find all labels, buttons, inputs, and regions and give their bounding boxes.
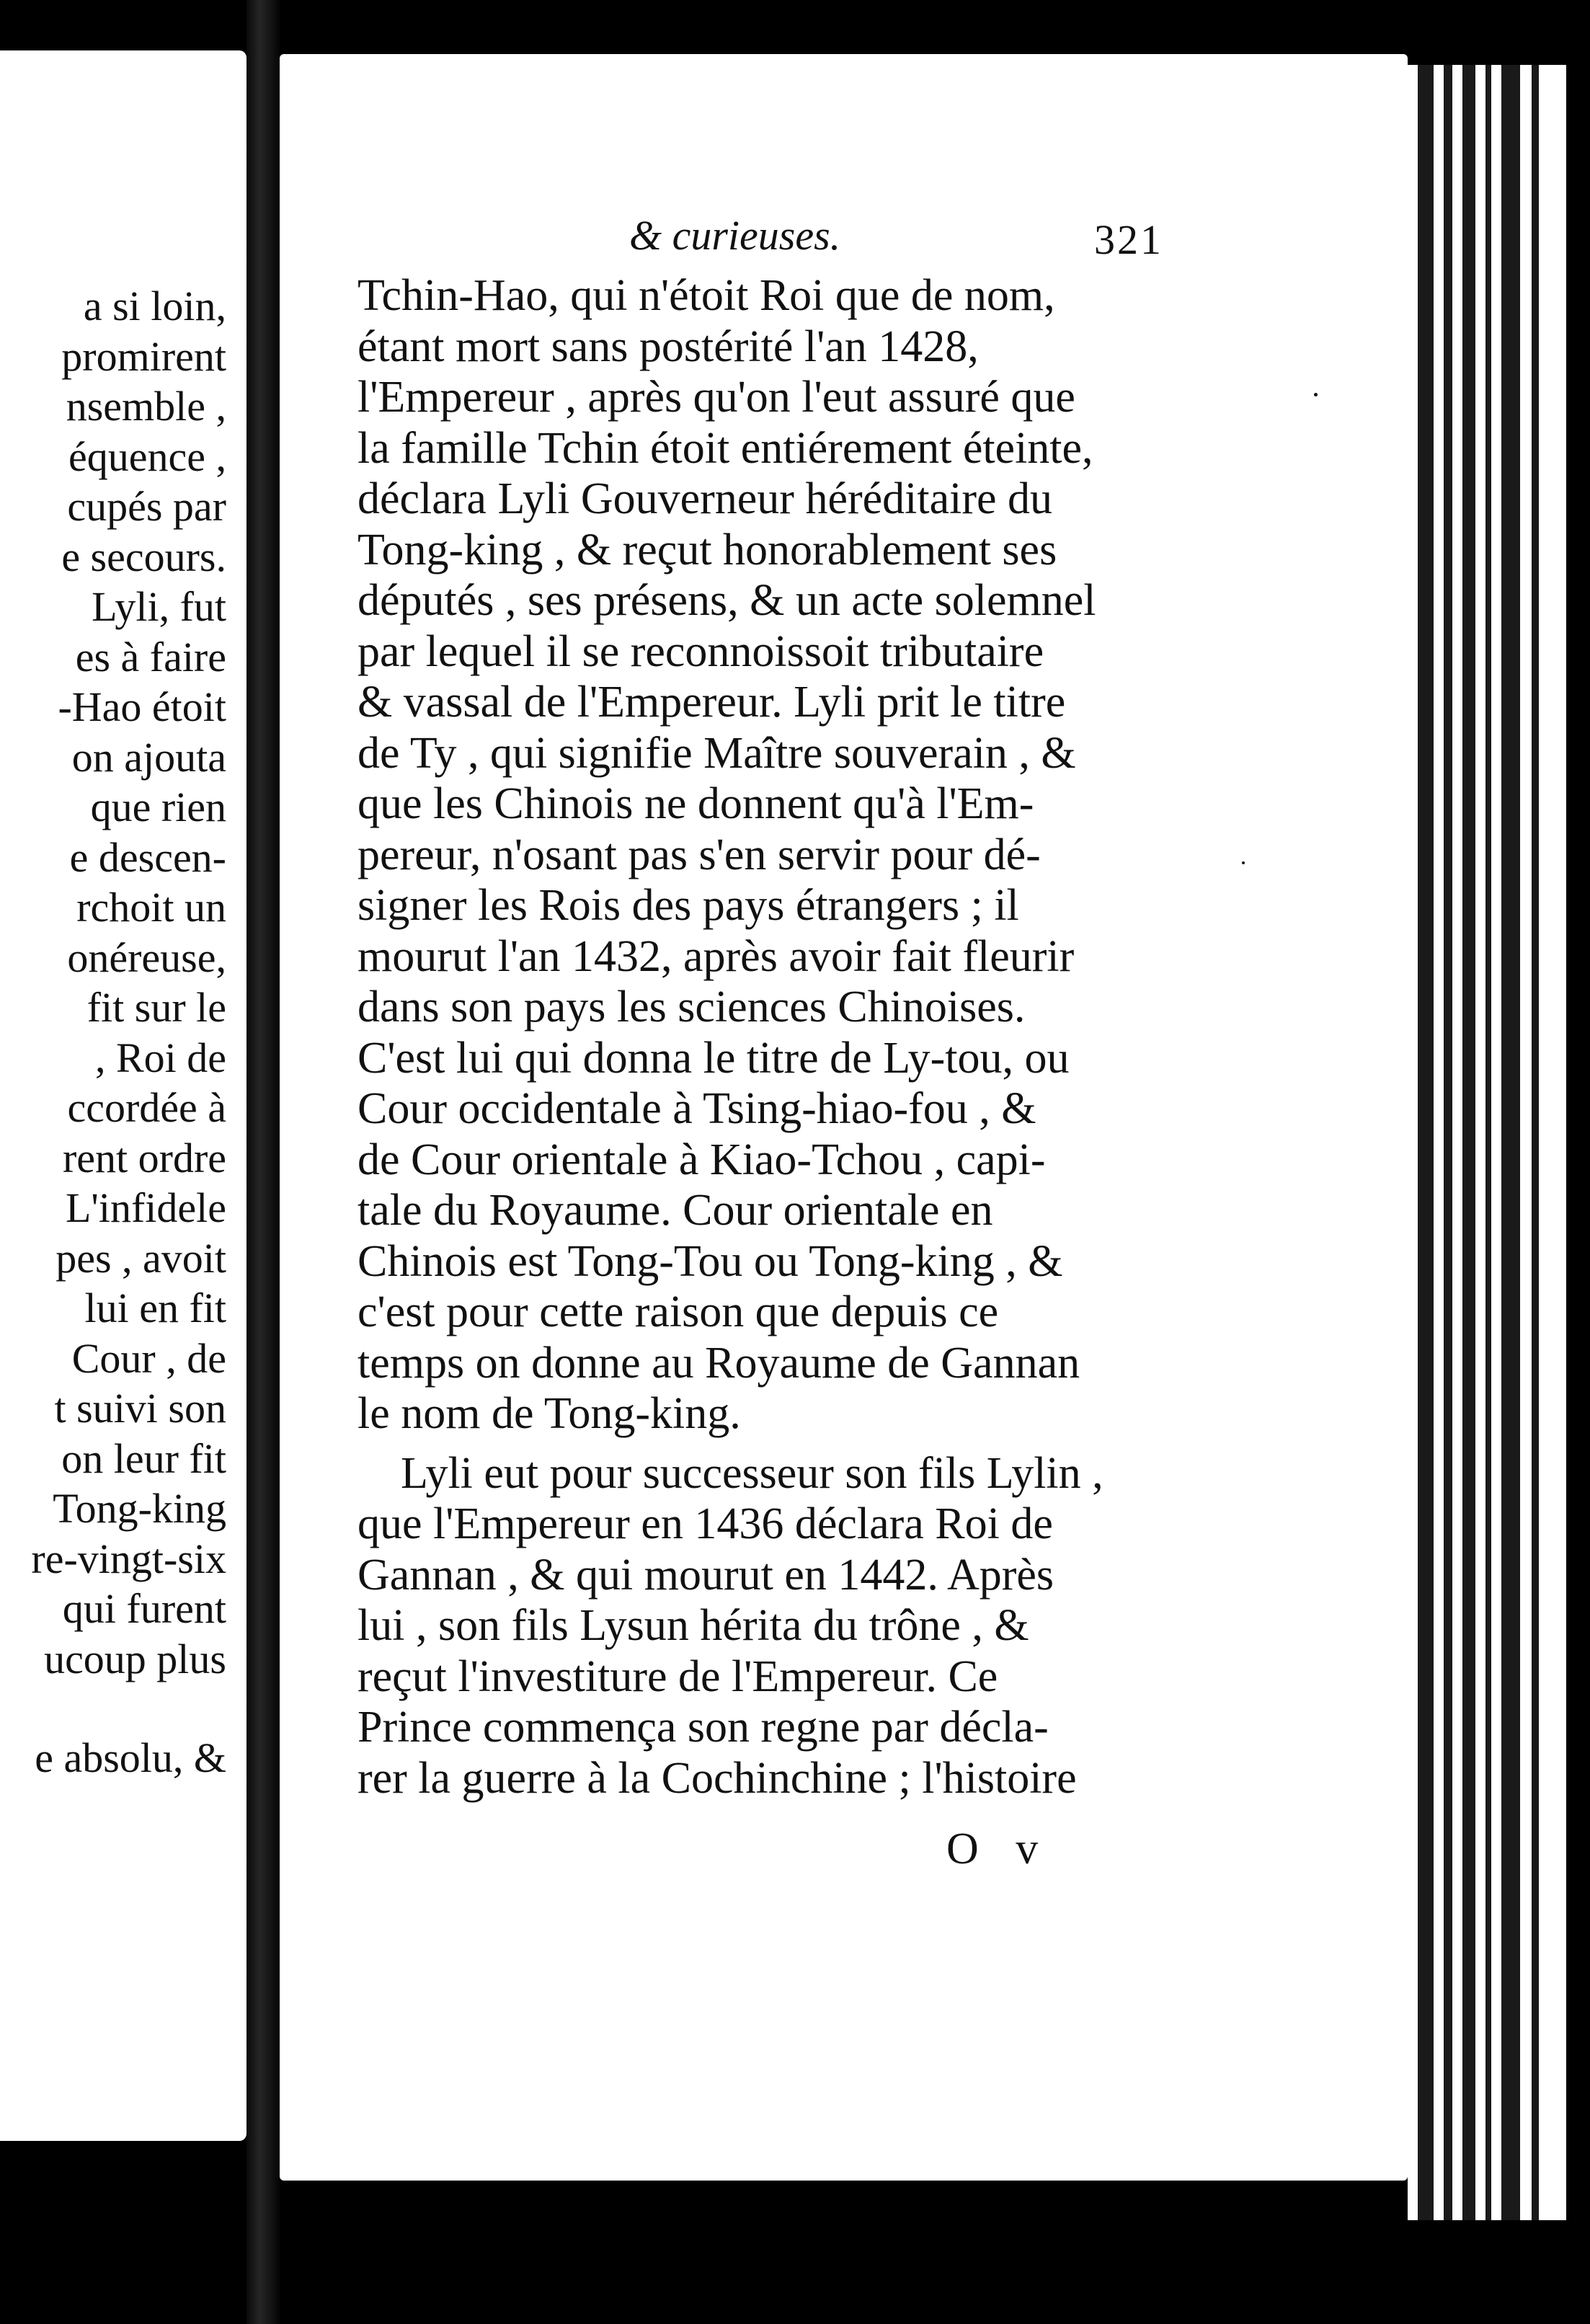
left-line: ccordée à	[67, 1084, 226, 1131]
text-line: le nom de Tong-king.	[357, 1389, 741, 1438]
left-line: -Hao étoit	[58, 683, 226, 730]
text-line: Prince commença son regne par décla-	[357, 1703, 1049, 1752]
left-line: t suivi son	[54, 1385, 226, 1432]
text-line: reçut l'investiture de l'Empereur. Ce	[357, 1651, 998, 1701]
page-edges	[1408, 65, 1566, 2220]
left-line: onéreuse,	[67, 933, 226, 981]
text-line: de Ty , qui signifie Maître souverain , &	[357, 728, 1076, 778]
text-line: Gannan , & qui mourut en 1442. Après	[357, 1550, 1054, 1600]
left-line: Cour , de	[71, 1334, 226, 1382]
left-line: rchoit un	[76, 884, 226, 931]
text-line: Chinois est Tong-Tou ou Tong-king , &	[357, 1236, 1063, 1286]
text-line: étant mort sans postérité l'an 1428,	[357, 321, 979, 371]
edge-band	[1462, 65, 1475, 2220]
text-line: signer les Rois des pays étrangers ; il	[357, 881, 1019, 930]
speck	[1242, 861, 1245, 864]
text-line: c'est pour cette raison que depuis ce	[357, 1287, 999, 1336]
edge-band	[1418, 65, 1434, 2220]
edge-band	[1444, 65, 1452, 2220]
text-line: Tchin-Hao, qui n'étoit Roi que de nom,	[357, 271, 1055, 320]
text-line: C'est lui qui donna le titre de Ly-tou, ou	[357, 1033, 1070, 1083]
text-line: Tong-king , & reçut honorablement ses	[357, 525, 1057, 575]
left-line: e descen-	[69, 833, 226, 881]
edge-band	[1485, 65, 1491, 2220]
text-line: pereur, n'osant pas s'en servir pour dé-	[357, 830, 1041, 879]
text-line: tale du Royaume. Cour orientale en	[357, 1186, 993, 1235]
left-line: on leur fit	[61, 1434, 226, 1482]
left-page-text	[0, 281, 238, 1783]
left-line: équence ,	[68, 433, 226, 480]
left-line: pes , avoit	[55, 1234, 226, 1282]
text-line: la famille Tchin étoit entiérement éteinte,	[357, 423, 1093, 473]
left-line: ucoup plus	[44, 1635, 226, 1682]
page-header	[280, 211, 1408, 276]
left-line: Lyli, fut	[92, 583, 226, 630]
left-line: on ajouta	[71, 733, 226, 781]
text-line: rer la guerre à la Cochinchine ; l'histoire	[357, 1753, 1077, 1803]
left-line: promirent	[61, 332, 226, 380]
text-line: Cour occidentale à Tsing-hiao-fou , &	[357, 1084, 1036, 1133]
left-line: qui furent	[62, 1585, 226, 1632]
left-line: cupés par	[67, 483, 226, 530]
left-line: , Roi de	[94, 1034, 226, 1081]
left-line: L'infidele	[65, 1184, 226, 1231]
text-line: l'Empereur , après qu'on l'eut assuré que	[357, 373, 1075, 422]
book-gutter	[247, 0, 280, 2324]
text-line: dans son pays les sciences Chinoises.	[357, 983, 1026, 1032]
text-line: députés , ses présens, & un acte solemnel	[357, 576, 1096, 625]
left-line: e secours.	[61, 533, 226, 580]
edge-band	[1501, 65, 1520, 2220]
text-line: temps on donne au Royaume de Gannan	[357, 1338, 1080, 1388]
text-line: lui , son fils Lysun hérita du trône , &	[357, 1601, 1029, 1650]
left-line: que rien	[90, 784, 226, 830]
left-page	[0, 50, 247, 2141]
right-page	[280, 54, 1408, 2181]
speck	[1314, 393, 1318, 396]
text-line: par lequel il se reconnoissoit tributaire	[357, 626, 1044, 676]
text-line: que les Chinois ne donnent qu'à l'Em-	[357, 779, 1034, 828]
left-line: e absolu, &	[35, 1734, 226, 1781]
text-line: que l'Empereur en 1436 déclara Roi de	[357, 1499, 1053, 1548]
text-line: mourut l'an 1432, après avoir fait fleurir	[357, 931, 1075, 981]
edge-band	[1532, 65, 1539, 2220]
text-line: de Cour orientale à Kiao-Tchou , capi-	[357, 1135, 1046, 1184]
left-line: Tong-king	[53, 1485, 226, 1532]
left-line: a si loin,	[83, 283, 226, 329]
page-number: 321	[1094, 216, 1163, 263]
left-line: es à faire	[75, 633, 226, 680]
text-line: Lyli eut pour successeur son fils Lylin ,	[401, 1448, 1103, 1498]
running-title: & curieuses.	[629, 212, 841, 259]
catchword: O v	[946, 1824, 1052, 1873]
left-line: rent ordre	[62, 1134, 226, 1181]
left-line: lui en fit	[84, 1285, 226, 1331]
text-line: déclara Lyli Gouverneur héréditaire du	[357, 474, 1052, 523]
left-line: nsemble ,	[66, 383, 226, 430]
left-line: fit sur le	[86, 984, 226, 1031]
body-text	[357, 270, 1408, 1804]
text-line: & vassal de l'Empereur. Lyli prit le titre	[357, 678, 1066, 727]
left-line: re-vingt-six	[31, 1535, 226, 1582]
